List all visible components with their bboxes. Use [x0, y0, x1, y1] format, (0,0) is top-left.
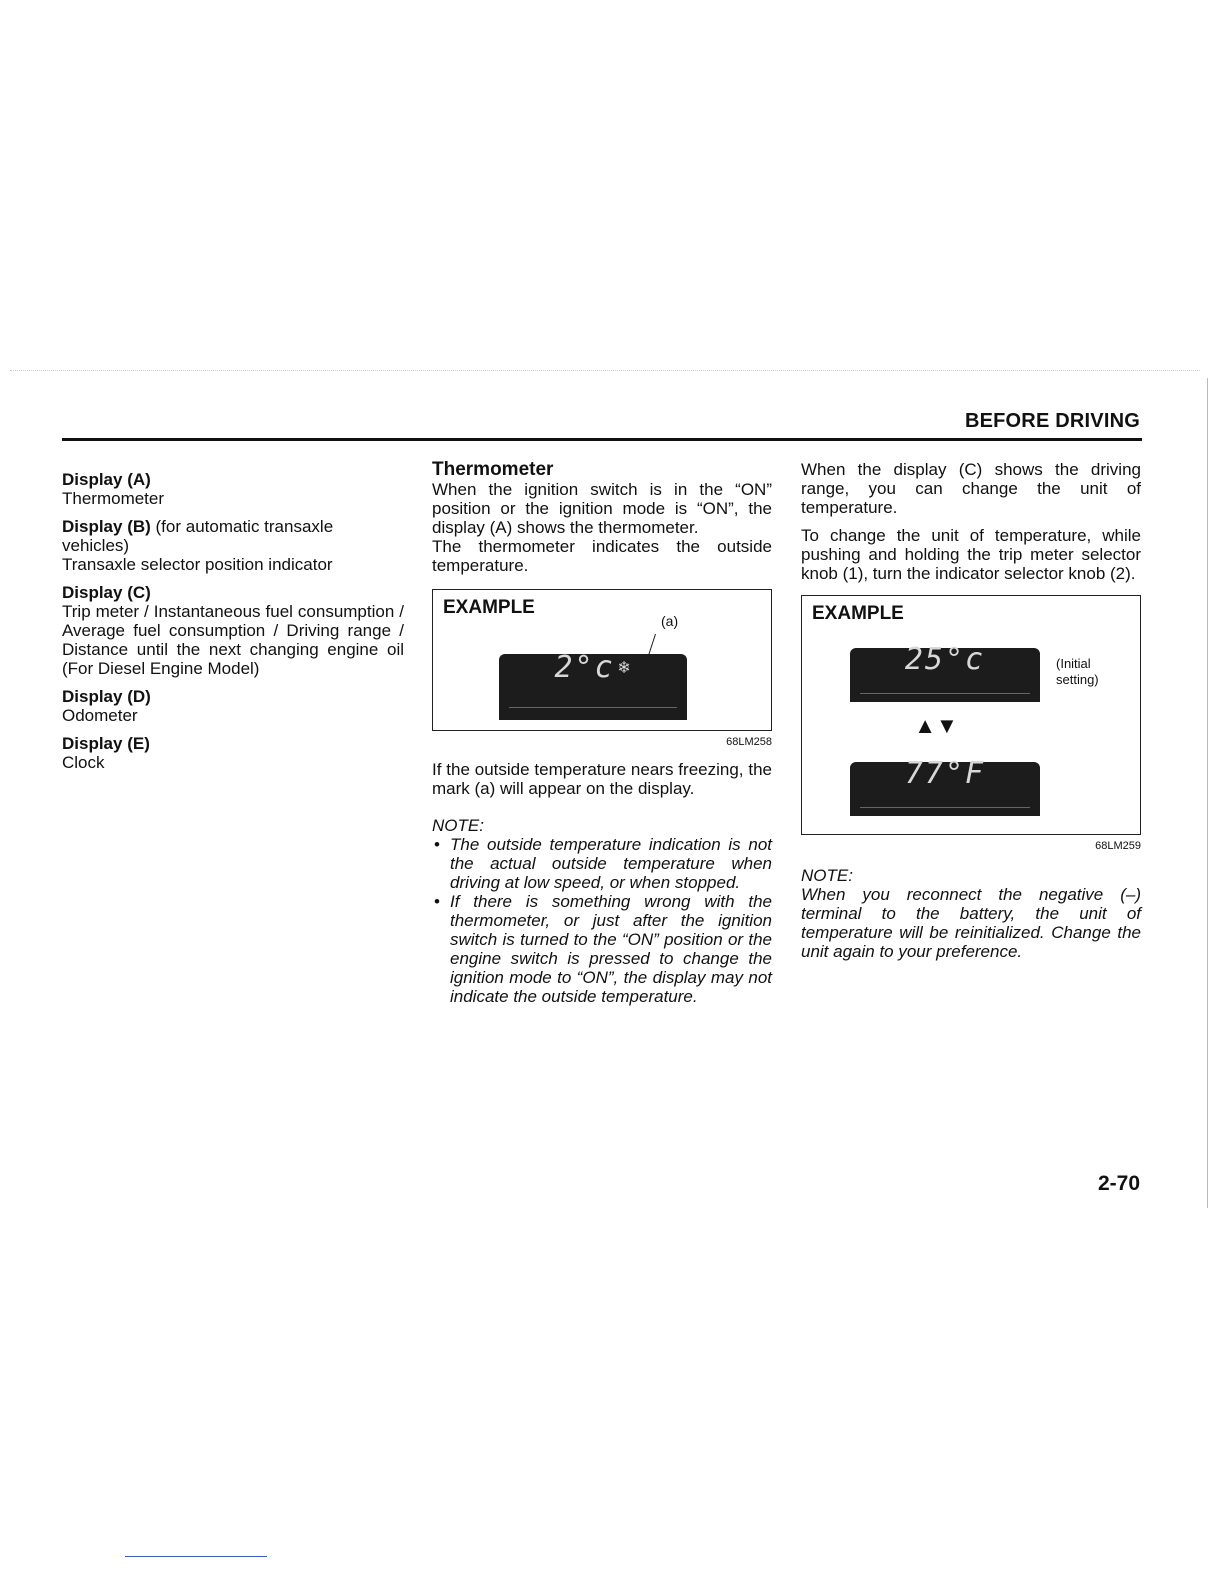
note-list	[432, 835, 772, 1006]
lcd-celsius-value: 25°c	[904, 642, 986, 677]
example-title: EXAMPLE	[812, 603, 904, 624]
lcd-fahrenheit	[850, 756, 1040, 816]
snowflake-icon: ❄	[618, 657, 632, 678]
thermometer-para1: When the ignition switch is in the “ON” position or the ignition mode is “ON”, the display (A) shows the thermometer.	[432, 480, 772, 537]
display-b-desc: Transaxle selector position indicator	[62, 555, 333, 574]
display-b-line	[62, 517, 404, 555]
display-list-column	[62, 470, 404, 772]
unit-change-column	[801, 460, 1141, 961]
thermometer-heading: Thermometer	[432, 459, 554, 480]
display-e-label: Display (E)	[62, 734, 150, 753]
note-item-2-text: If there is something wrong with the thermometer, or just after the ignition switch is turned to the “ON” position or the engine switch is pressed to change the ignition mode to “ON”, the display may not indicate the outside temperature.	[450, 892, 772, 1006]
mark-a-label: (a)	[661, 613, 679, 629]
unit-para2: To change the unit of temperature, while pushing and holding the trip meter selector knob (1), turn the indicator selector knob (2).	[801, 526, 1141, 583]
example-figure-thermometer	[432, 589, 772, 731]
lcd-underline	[860, 807, 1030, 808]
bullet-icon: •	[434, 892, 440, 911]
lcd-display-a	[499, 650, 687, 720]
unit-para1: When the display (C) shows the driving range, you can change the unit of temperature.	[801, 460, 1141, 517]
thermometer-column	[432, 460, 772, 1006]
figure-code-2: 68LM259	[1095, 840, 1141, 852]
display-e-desc: Clock	[62, 753, 105, 772]
display-c-label: Display (C)	[62, 583, 151, 602]
bullet-icon: •	[434, 835, 440, 854]
note-item	[432, 892, 772, 1006]
note-text-2: When you reconnect the negative (–) terminal to the battery, the unit of temperature will be reinitialized. Change the unit again to your preference.	[801, 885, 1141, 961]
up-down-arrows-icon: ▲▼	[914, 713, 958, 738]
lcd-celsius	[850, 642, 1040, 702]
lcd-temp-value: 2°c	[554, 650, 615, 685]
lcd-display-a-readout	[499, 650, 687, 685]
note-label-2: NOTE:	[801, 866, 853, 885]
display-d-desc: Odometer	[62, 706, 138, 725]
footer-underline	[125, 1556, 267, 1557]
scan-artifact-line	[10, 370, 1200, 371]
figure-code-1: 68LM258	[726, 736, 772, 748]
header-rule	[62, 438, 1142, 441]
display-c-desc: Trip meter / Instantaneous fuel consumption / Average fuel consumption / Driving range / Distance until the next changing engine oil (For Diesel Engine Model)	[62, 602, 404, 678]
display-b-label: Display (B)	[62, 517, 151, 536]
example-figure-units	[801, 595, 1141, 835]
page-number: 2-70	[1097, 1172, 1140, 1195]
display-b-suffix: (for automatic transaxle vehicles)	[62, 517, 334, 555]
section-title: BEFORE DRIVING	[964, 410, 1140, 432]
example-title: EXAMPLE	[443, 597, 535, 618]
lcd-underline	[509, 707, 677, 708]
initial-setting-label: (Initial setting)	[1056, 656, 1099, 687]
lcd-fahrenheit-value: 77°F	[904, 756, 986, 791]
page-edge-line	[1207, 378, 1208, 1208]
display-a-desc: Thermometer	[62, 489, 165, 508]
note-item	[432, 835, 772, 892]
note-label-1: NOTE:	[432, 816, 484, 835]
lcd-underline	[860, 693, 1030, 694]
freezing-para: If the outside temperature nears freezing, the mark (a) will appear on the display.	[432, 760, 772, 798]
display-a-label: Display (A)	[62, 470, 151, 489]
note-item-1-text: The outside temperature indication is not the actual outside temperature when driving at low speed, or when stopped.	[450, 835, 772, 892]
thermometer-para2: The thermometer indicates the outside temperature.	[432, 537, 772, 575]
display-d-label: Display (D)	[62, 687, 151, 706]
